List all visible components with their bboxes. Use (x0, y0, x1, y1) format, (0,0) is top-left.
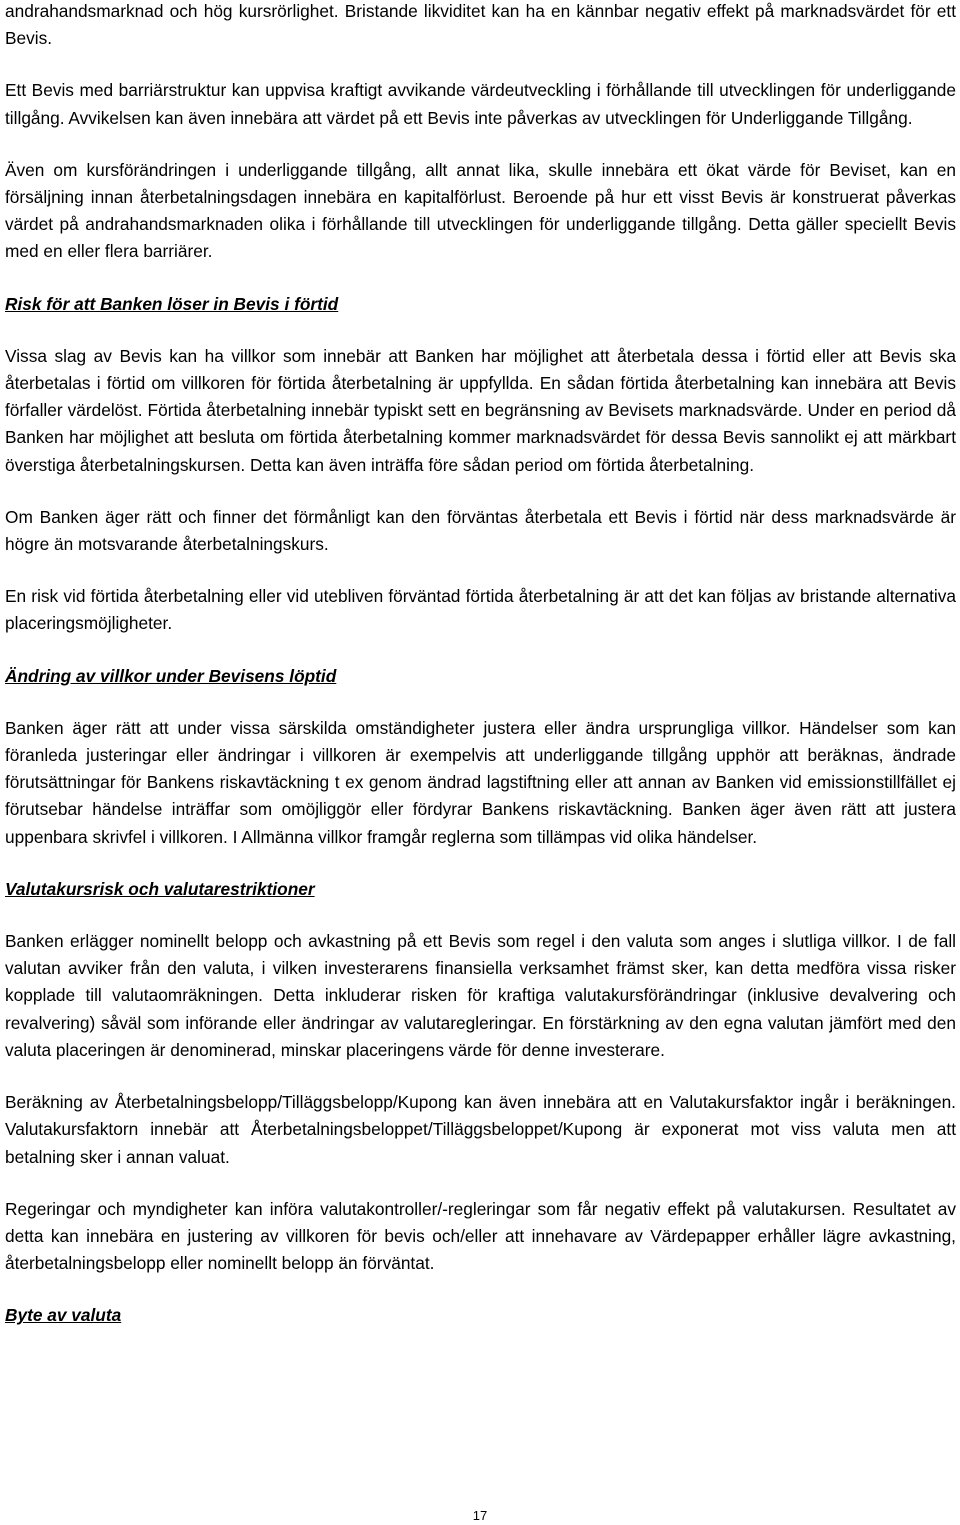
paragraph-currency-factor: Beräkning av Återbetalningsbelopp/Tilläggsbelopp/Kupong kan även innebära att en Valutakursfaktor ingår i beräkningen. Valutakursfaktorn innebär att Återbetalningsbeloppet/Tilläggsbeloppet/Kupong är exponerat mot viss valuta men att betalning sker i annan valuat. (5, 1092, 956, 1167)
paragraph-liquidity-end: andrahandsmarknad och hög kursrörlighet. Bristande likviditet kan ha en kännbar negativ effekt på marknadsvärdet för ett Bevis. (5, 1, 956, 49)
paragraph-early-redemption-bank-right: Om Banken äger rätt och finner det förmånligt kan den förväntas återbetala ett Bevis i förtid när dess marknadsvärde är högre än motsvarande återbetalningskurs. (5, 506, 956, 555)
paragraph-reinvestment-risk: En risk vid förtida återbetalning eller vid utebliven förväntad förtida återbetalning är att det kan följas av bristande alternativa placeringsmöjligheter. (5, 586, 956, 634)
document-page (5, 0, 956, 1355)
paragraph-early-redemption-terms: Vissa slag av Bevis kan ha villkor som innebär att Banken har möjlighet att återbetala dessa i förtid eller att Bevis ska återbetalas i förtid om villkoren för förtida återbetalning är uppfyllda. En sådan förtida återbetalning kan innebära att Bevis förfaller värdelöst. Förtida återbetalning innebär typiskt sett en begränsning av Bevisets marknadsvärde. Under en period då Banken har möjlighet att besluta om förtida återbetalning kommer marknadsvärdet för dessa Bevis sannolikt ej att märkbart överstiga återbetalningskursen. Detta kan även inträffa före sådan period om förtida återbetalning. (5, 345, 956, 475)
heading-currency-risk: Valutakursrisk och valutarestriktioner (5, 878, 315, 899)
paragraph-terms-change: Banken äger rätt att under vissa särskilda omständigheter justera eller ändra ursprungliga villkor. Händelser som kan föranleda justeringar eller ändringar i villkoren är exempelvis att underliggande tillgång upphör att beräknas, ändrade förutsättningar för Bankens riskavtäckning t ex genom ändrad lagstiftning eller att annan av Banken vid emissionstillfället ej förutsebar händelse inträffar som omöjliggör eller fördyrar Bankens riskavtäckning. Banken äger även rätt att justera uppenbara skrivfel i villkoren. I Allmänna villkor framgår reglerna som tillämpas vid olika händelser. (5, 717, 956, 847)
paragraph-currency-controls: Regeringar och myndigheter kan införa valutakontroller/-regleringar som får negativ effekt på valutakursen. Resultatet av detta kan innebära en justering av villkoren för bevis och/eller att innehavare av Värdepapper erhåller lägre avkastning, återbetalningsbelopp eller nominellt belopp än förväntat. (5, 1198, 956, 1274)
paragraph-currency-risk: Banken erlägger nominellt belopp och avkastning på ett Bevis som regel i den valuta som anges i slutliga villkor. I de fall valutan avviker från den valuta, i vilken investerarens finansiella verksamhet främst sker, kan detta medföra vissa risker kopplade till valutaomräkningen. Detta inkluderar risken för kraftiga valutakursförändringar (inklusive devalvering och revalvering) såväl som införande eller ändringar av valutaregleringar. En förstärkning av den egna valutan jämfört med den valuta placeringen är denominerad, minskar placeringens värde för denne investerare. (5, 931, 956, 1060)
page-number: 17 (472, 1508, 488, 1523)
paragraph-barrier-structure: Ett Bevis med barriärstruktur kan uppvisa kraftigt avvikande värdeutveckling i förhållande till utvecklingen för underliggande tillgång. Avvikelsen kan även innebära att värdet på ett Bevis inte påverkas av utvecklingen för Underliggande Tillgång. (5, 80, 956, 128)
heading-terms-change: Ändring av villkor under Bevisens löptid (5, 665, 337, 686)
paragraph-price-change: Även om kursförändringen i underliggande tillgång, allt annat lika, skulle innebära ett ökat värde för Beviset, kan en försäljning innan återbetalningsdagen innebära en kapitalförlust. Beroende på hur ett visst Bevis är konstruerat påverkas värdet på andrahandsmarknaden olika i förhållande till utvecklingen för underliggande tillgång. Detta gäller speciellt Bevis med en eller flera barriärer. (5, 159, 956, 262)
heading-currency-change: Byte av valuta (5, 1305, 122, 1326)
heading-early-redemption: Risk för att Banken löser in Bevis i förtid (5, 293, 339, 314)
